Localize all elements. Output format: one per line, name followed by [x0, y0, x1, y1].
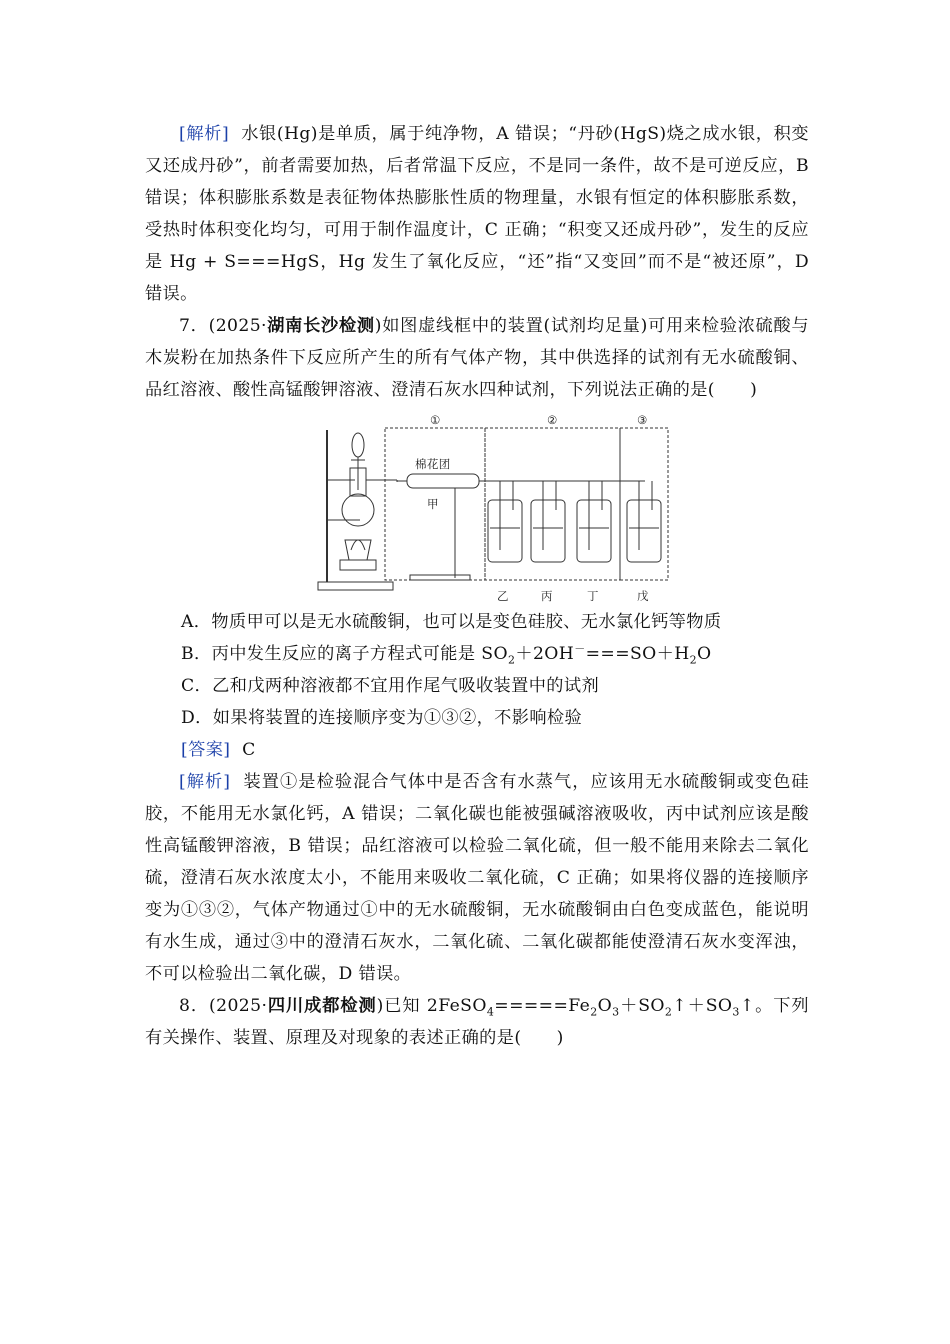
stand-base [318, 582, 393, 590]
answer-tag: [答案] [181, 740, 231, 760]
question-text: )如图虚线框中的装置(试剂均足量)可用来检验浓硫酸与木炭粉在加热条件下反应所产生的所有气体产物，其中供选择的试剂有无水硫酸铜、品红溶液、酸性高锰酸钾溶液、澄清石灰水四种试剂，下列说法正确的是( ) [145, 316, 809, 400]
bottle-label-bing: 丙 [541, 589, 553, 603]
cotton-label: 棉花团 [415, 457, 451, 471]
analysis-paragraph-1 [145, 118, 809, 310]
apparatus-figure [145, 406, 809, 606]
question-8: 8．(2025·四川成都检测)已知 $2FeSO_4=====Fe_2O_3+SO_2↑+SO_3↑$。下列有关操作、装置、原理及对现象的表述正确的是( ) [145, 996, 809, 1048]
analysis-text: 水银(Hg)是单质，属于纯净物，A 错误；“丹砂(HgS)烧之成水银，积变又还成丹砂”，前者需要加热，后者常温下反应，不是同一条件，故不是可逆反应，B 错误；体积膨胀系数是表征物体热膨胀性质的物理量，水银有恒定的体积膨胀系数，受热时体积变化均匀，可用于制作温度计，C 正确；“积变又还成丹砂”，发生的反应是 Hg + S===HgS，Hg 发生了氧化反应，“还”指“又变回”而不是“被还原”，D 错误。 [145, 124, 810, 304]
answer-line [145, 734, 809, 766]
question-source: 湖南长沙检测 [266, 316, 375, 336]
box-label-1: ① [430, 413, 441, 427]
bottle-bing [531, 481, 565, 562]
box-label-2: ② [547, 413, 558, 427]
bottle-wu [627, 481, 661, 562]
option-a: A．物质甲可以是无水硫酸铜，也可以是变色硅胶、无水氯化钙等物质 [181, 612, 722, 632]
bottle-yi [488, 481, 522, 562]
option-b: B．丙中发生反应的离子方程式可能是 $SO_2+2OH^-===SO+H_2O$ [181, 642, 712, 667]
question-number: 7．( [179, 316, 216, 336]
option-c: C．乙和戊两种溶液都不宜用作尾气吸收装置中的试剂 [181, 676, 600, 696]
question-year: 2025· [215, 316, 267, 336]
analysis-text: 装置①是检验混合气体中是否含有水蒸气，应该用无水硫酸铜或变色硅胶，不能用无水氯化钙，A 错误；二氧化碳也能被强碱溶液吸收，丙中试剂应该是酸性高锰酸钾溶液，B 错误；品红溶液可以检验二氧化硫，但一般不能用来除去二氧化硫，澄清石灰水浓度太小，不能用来吸收二氧化硫，C 正确；如果将仪器的连接顺序变为①③②，气体产物通过①中的无水硫酸铜，无水硫酸铜由白色变成蓝色，能说明有水生成，通过③中的澄清石灰水，二氧化硫、二氧化碳都能使澄清石灰水变浑浊，不可以检验出二氧化碳，D 错误。 [145, 772, 810, 984]
page-content [145, 118, 809, 1054]
bottle-label-wu: 戊 [637, 589, 649, 603]
bottle-label-yi: 乙 [497, 589, 509, 603]
bottle-label-ding: 丁 [587, 589, 599, 603]
box-label-3: ③ [637, 413, 648, 427]
analysis-paragraph-2 [145, 766, 809, 990]
answer-value: C [242, 740, 256, 760]
analysis-tag: [解析] [179, 772, 231, 792]
question-7 [145, 310, 809, 406]
apparatus-diagram [315, 410, 675, 605]
jia-label: 甲 [427, 497, 439, 511]
analysis-tag: [解析] [179, 124, 230, 144]
option-d: D．如果将装置的连接顺序变为①③②，不影响检验 [181, 708, 583, 728]
bottle-ding [577, 481, 611, 562]
